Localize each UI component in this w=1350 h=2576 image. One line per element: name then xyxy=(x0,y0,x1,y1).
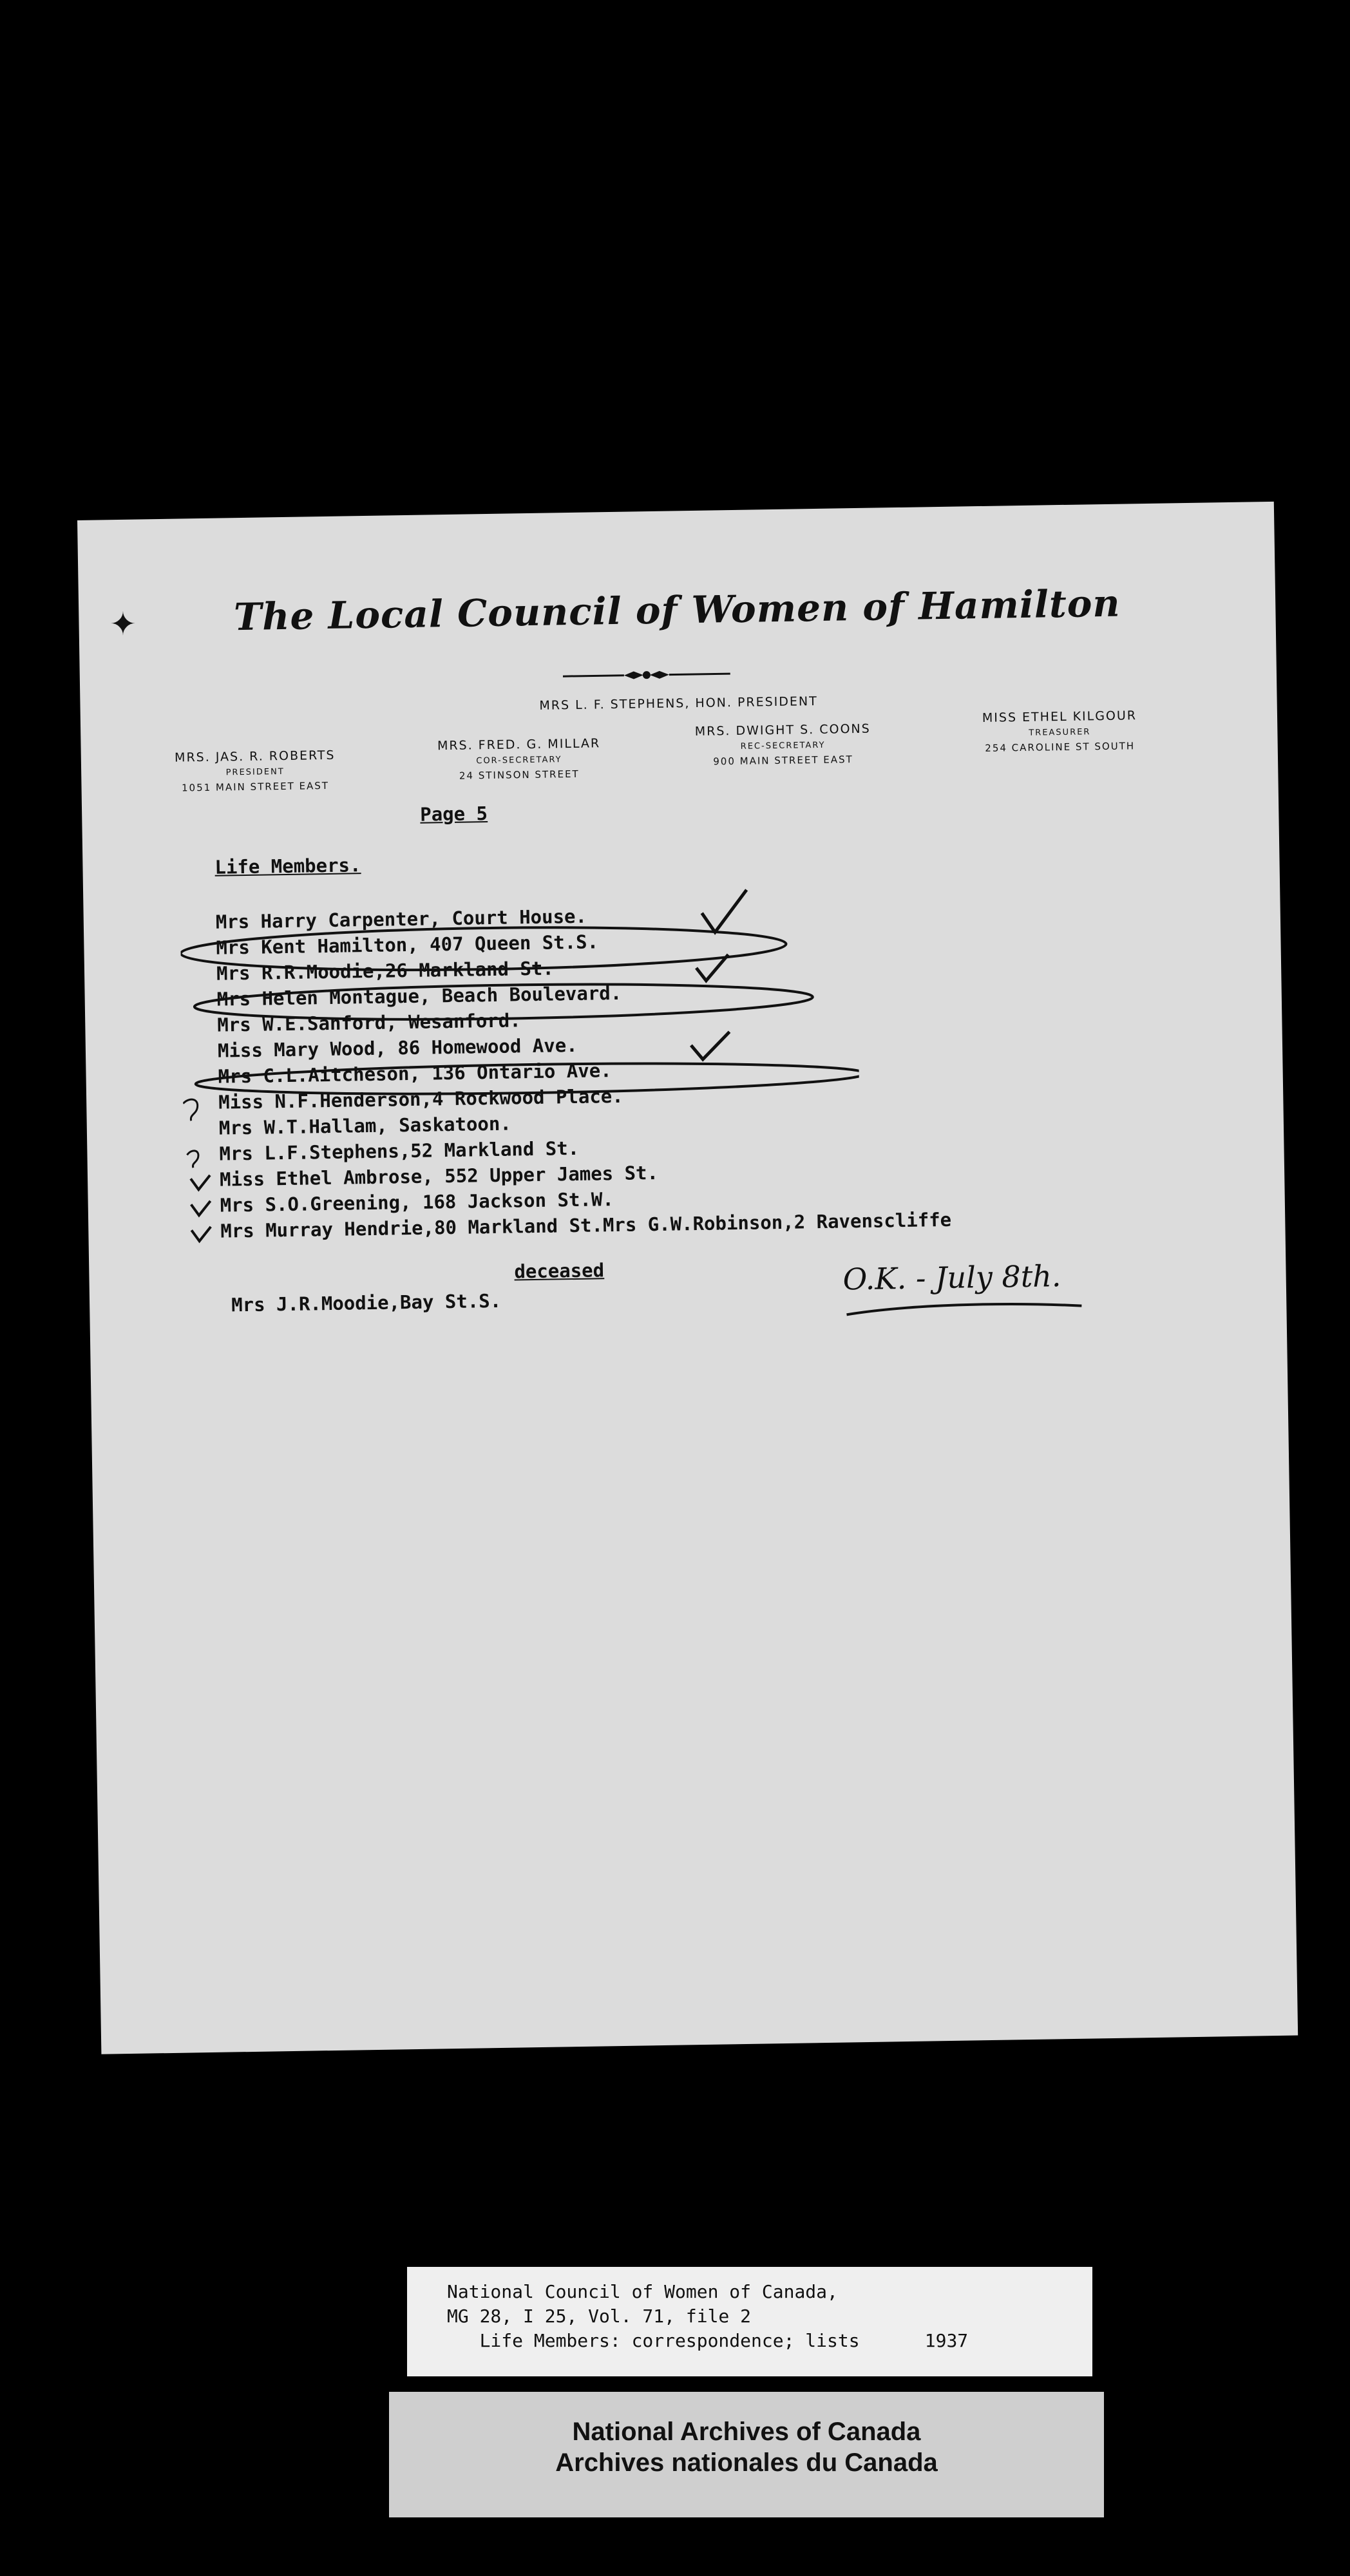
officer-name: MRS. FRED. G. MILLAR xyxy=(437,736,601,753)
officer-role: PRESIDENT xyxy=(225,766,285,778)
officer-address: 254 CAROLINE ST SOUTH xyxy=(985,740,1136,754)
officer-role: TREASURER xyxy=(1029,727,1091,738)
officer-president xyxy=(139,748,372,795)
member-line: Mrs L.F.Stephens,52 Markland St. xyxy=(219,1137,580,1165)
officer-address: 900 MAIN STREET EAST xyxy=(713,753,853,768)
officer-name: MRS. DWIGHT S. COONS xyxy=(694,721,871,739)
member-line: Miss Ethel Ambrose, 552 Upper James St. xyxy=(219,1161,659,1191)
circle-mark xyxy=(180,923,786,974)
member-line: Mrs Helen Montague, Beach Boulevard. xyxy=(216,981,622,1010)
deceased-title: deceased xyxy=(514,1259,605,1283)
check-icon xyxy=(691,1032,730,1059)
officer-role: REC-SECRETARY xyxy=(740,740,826,752)
letter-page xyxy=(77,502,1298,2054)
archive-label-line: MG 28, I 25, Vol. 71, file 2 xyxy=(447,2306,752,2327)
officer-address: 24 STINSON STREET xyxy=(459,768,580,782)
handwritten-marks xyxy=(180,882,862,1253)
member-line: Mrs R.R.Moodie,26 Markland St. xyxy=(216,957,555,985)
archive-stamp-line2: Archives nationales du Canada xyxy=(555,2448,938,2477)
officer-name: MRS. JAS. R. ROBERTS xyxy=(174,748,336,765)
check-icon xyxy=(191,1227,211,1241)
member-line: Mrs C.L.Aitcheson, 136 Ontario Ave. xyxy=(218,1059,612,1088)
officer-rec-secretary xyxy=(667,721,899,768)
check-icon xyxy=(191,1201,211,1215)
section-title: Life Members. xyxy=(214,854,361,878)
archive-stamp-line1: National Archives of Canada xyxy=(572,2418,921,2446)
officer-role: COR-SECRETARY xyxy=(476,755,562,766)
handwritten-note: O.K. - July 8th. xyxy=(842,1258,1061,1297)
member-line: Mrs S.O.Greening, 168 Jackson St.W. xyxy=(220,1188,614,1217)
member-line: Mrs W.T.Hallam, Saskatoon. xyxy=(218,1112,512,1139)
member-line: Mrs Murray Hendrie,80 Markland St.Mrs G.W.Robinson,2 Ravenscliffe xyxy=(220,1208,952,1242)
question-mark-icon xyxy=(183,1099,198,1121)
circle-mark xyxy=(194,980,813,1023)
officer-cor-secretary xyxy=(403,735,635,782)
member-line: Mrs W.E.Sanford, Wesanford. xyxy=(217,1009,521,1036)
check-icon xyxy=(191,1175,210,1189)
page-label: Page 5 xyxy=(419,802,488,826)
officer-name: MISS ETHEL KILGOUR xyxy=(982,708,1137,725)
ornament-divider xyxy=(563,668,730,682)
archive-label-line: Life Members: correspondence; lists 1937 xyxy=(447,2330,969,2351)
archive-stamp xyxy=(389,2392,1104,2517)
bird-stamp-icon: ✦ xyxy=(109,605,137,643)
deceased-line: Mrs J.R.Moodie,Bay St.S. xyxy=(231,1289,502,1316)
member-line: Mrs Harry Carpenter, Court House. xyxy=(215,905,587,933)
archive-label-line: National Council of Women of Canada, xyxy=(447,2281,838,2302)
circle-mark xyxy=(195,1059,861,1098)
hon-president: MRS L. F. STEPHENS, HON. PRESIDENT xyxy=(539,694,818,713)
check-icon xyxy=(701,890,747,933)
member-line: Miss Mary Wood, 86 Homewood Ave. xyxy=(217,1034,578,1062)
member-line: Mrs Kent Hamilton, 407 Queen St.S. xyxy=(216,931,599,959)
letterhead-title: The Local Council of Women of Hamilton xyxy=(233,581,1121,639)
question-mark-icon xyxy=(187,1151,198,1168)
member-line: Miss N.F.Henderson,4 Rockwood Place. xyxy=(218,1084,623,1113)
handwritten-underline xyxy=(843,1297,1088,1320)
officer-address: 1051 MAIN STREET EAST xyxy=(181,779,330,794)
archive-label xyxy=(407,2267,1092,2376)
officer-treasurer xyxy=(944,708,1176,755)
